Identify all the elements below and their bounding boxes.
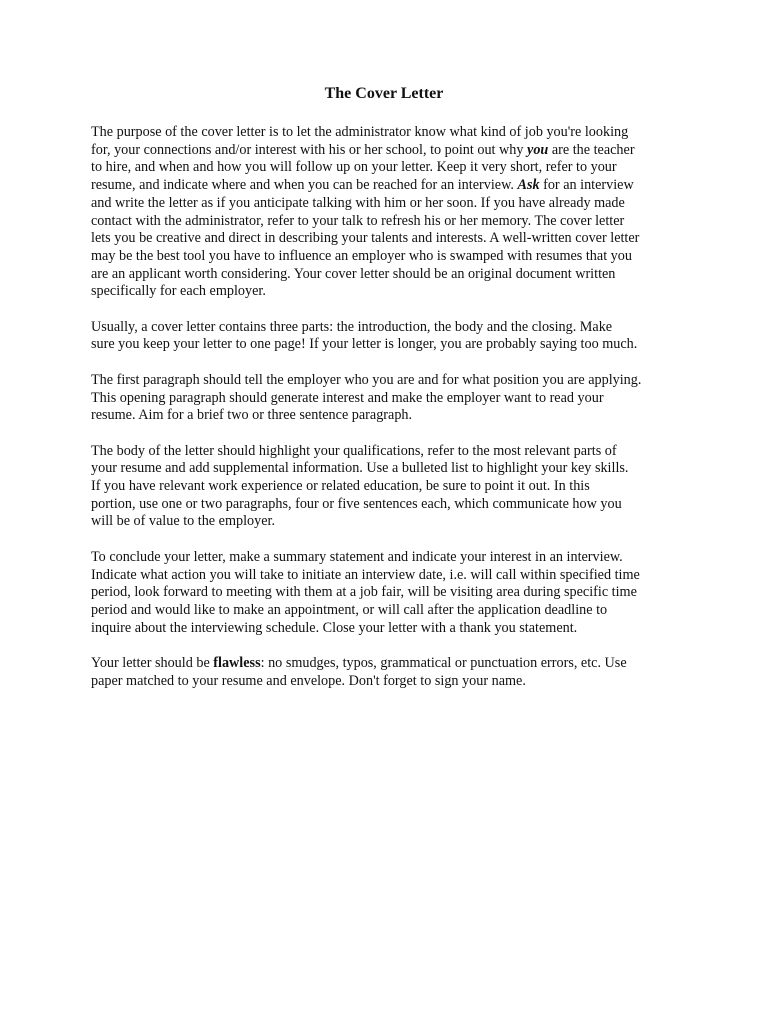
text-run: : no smudges, typos, grammatical or punctuation errors, etc. Use bbox=[260, 655, 627, 672]
text-line bbox=[91, 584, 695, 602]
text-run: specifically for each employer. bbox=[91, 283, 266, 300]
text-run: Indicate what action you will take to initiate an interview date, i.e. will call within specified time bbox=[91, 566, 640, 583]
text-line bbox=[91, 673, 695, 691]
body-paragraph bbox=[91, 372, 695, 425]
text-line bbox=[91, 513, 695, 531]
text-run: will be of value to the employer. bbox=[91, 513, 275, 530]
text-line bbox=[91, 478, 695, 496]
text-run: and write the letter as if you anticipate talking with him or her soon. If you have already made bbox=[91, 194, 625, 211]
text-line bbox=[91, 336, 695, 354]
text-line bbox=[91, 407, 695, 425]
text-line bbox=[91, 620, 695, 638]
document-body bbox=[91, 124, 695, 708]
emphasized-word: you bbox=[527, 141, 549, 158]
text-run: Usually, a cover letter contains three parts: the introduction, the body and the closing. Make bbox=[91, 318, 613, 335]
text-run: to hire, and when and how you will follow up on your letter. Keep it very short, refer to your bbox=[91, 159, 617, 176]
text-line bbox=[91, 372, 695, 390]
text-line bbox=[91, 124, 695, 142]
text-run: portion, use one or two paragraphs, four or five sentences each, which communicate how you bbox=[91, 495, 622, 512]
text-run: If you have relevant work experience or related education, be sure to point it out. In this bbox=[91, 478, 590, 495]
text-line bbox=[91, 159, 695, 177]
text-run: inquire about the interviewing schedule. Close your letter with a thank you statement. bbox=[91, 619, 578, 636]
text-run: The first paragraph should tell the employer who you are and for what position you are applying. bbox=[91, 371, 642, 388]
text-line bbox=[91, 213, 695, 231]
text-run: period and would like to make an appointment, or will call after the application deadline to bbox=[91, 601, 608, 618]
text-line bbox=[91, 655, 695, 673]
body-paragraph bbox=[91, 549, 695, 638]
text-run: period, look forward to meeting with them at a job fair, will be visiting area during specific time bbox=[91, 584, 637, 601]
text-line bbox=[91, 266, 695, 284]
text-run: paper matched to your resume and envelope. Don't forget to sign your name. bbox=[91, 672, 526, 689]
text-run: are the teacher bbox=[548, 141, 635, 158]
text-line bbox=[91, 177, 695, 195]
text-line bbox=[91, 142, 695, 160]
body-paragraph bbox=[91, 124, 695, 301]
text-run: This opening paragraph should generate interest and make the employer want to read your bbox=[91, 389, 604, 406]
text-run: for, your connections and/or interest with his or her school, to point out why bbox=[91, 141, 528, 158]
text-run: To conclude your letter, make a summary statement and indicate your interest in an interview. bbox=[91, 548, 623, 565]
text-run: are an applicant worth considering. Your cover letter should be an original document written bbox=[91, 265, 616, 282]
text-run: contact with the administrator, refer to your talk to refresh his or her memory. The cover letter bbox=[91, 212, 625, 229]
text-run: your resume and add supplemental information. Use a bulleted list to highlight your key skills. bbox=[91, 460, 629, 477]
text-run: resume, and indicate where and when you can be reached for an interview. bbox=[91, 177, 518, 194]
text-run: may be the best tool you have to influence an employer who is swamped with resumes that you bbox=[91, 247, 632, 264]
text-line bbox=[91, 283, 695, 301]
text-line bbox=[91, 549, 695, 567]
text-run: The body of the letter should highlight your qualifications, refer to the most relevant parts of bbox=[91, 442, 617, 459]
text-run: lets you be creative and direct in describing your talents and interests. A well-written cover letter bbox=[91, 230, 640, 247]
text-line bbox=[91, 443, 695, 461]
text-run: Your letter should be bbox=[91, 655, 214, 672]
text-line bbox=[91, 230, 695, 248]
text-line bbox=[91, 319, 695, 337]
text-line bbox=[91, 602, 695, 620]
text-line bbox=[91, 496, 695, 514]
text-line bbox=[91, 567, 695, 585]
text-run: sure you keep your letter to one page! If your letter is longer, you are probably saying too much. bbox=[91, 336, 638, 353]
text-line bbox=[91, 460, 695, 478]
body-paragraph bbox=[91, 319, 695, 354]
bold-word: flawless bbox=[213, 655, 261, 672]
text-run: resume. Aim for a brief two or three sentence paragraph. bbox=[91, 407, 413, 424]
text-line bbox=[91, 390, 695, 408]
text-line bbox=[91, 195, 695, 213]
document-title: The Cover Letter bbox=[324, 85, 444, 102]
emphasized-word: Ask bbox=[517, 177, 540, 194]
text-run: The purpose of the cover letter is to let the administrator know what kind of job you're looking bbox=[91, 124, 629, 140]
text-line bbox=[91, 248, 695, 266]
body-paragraph bbox=[91, 443, 695, 532]
text-run: for an interview bbox=[539, 177, 634, 194]
body-paragraph bbox=[91, 655, 695, 690]
